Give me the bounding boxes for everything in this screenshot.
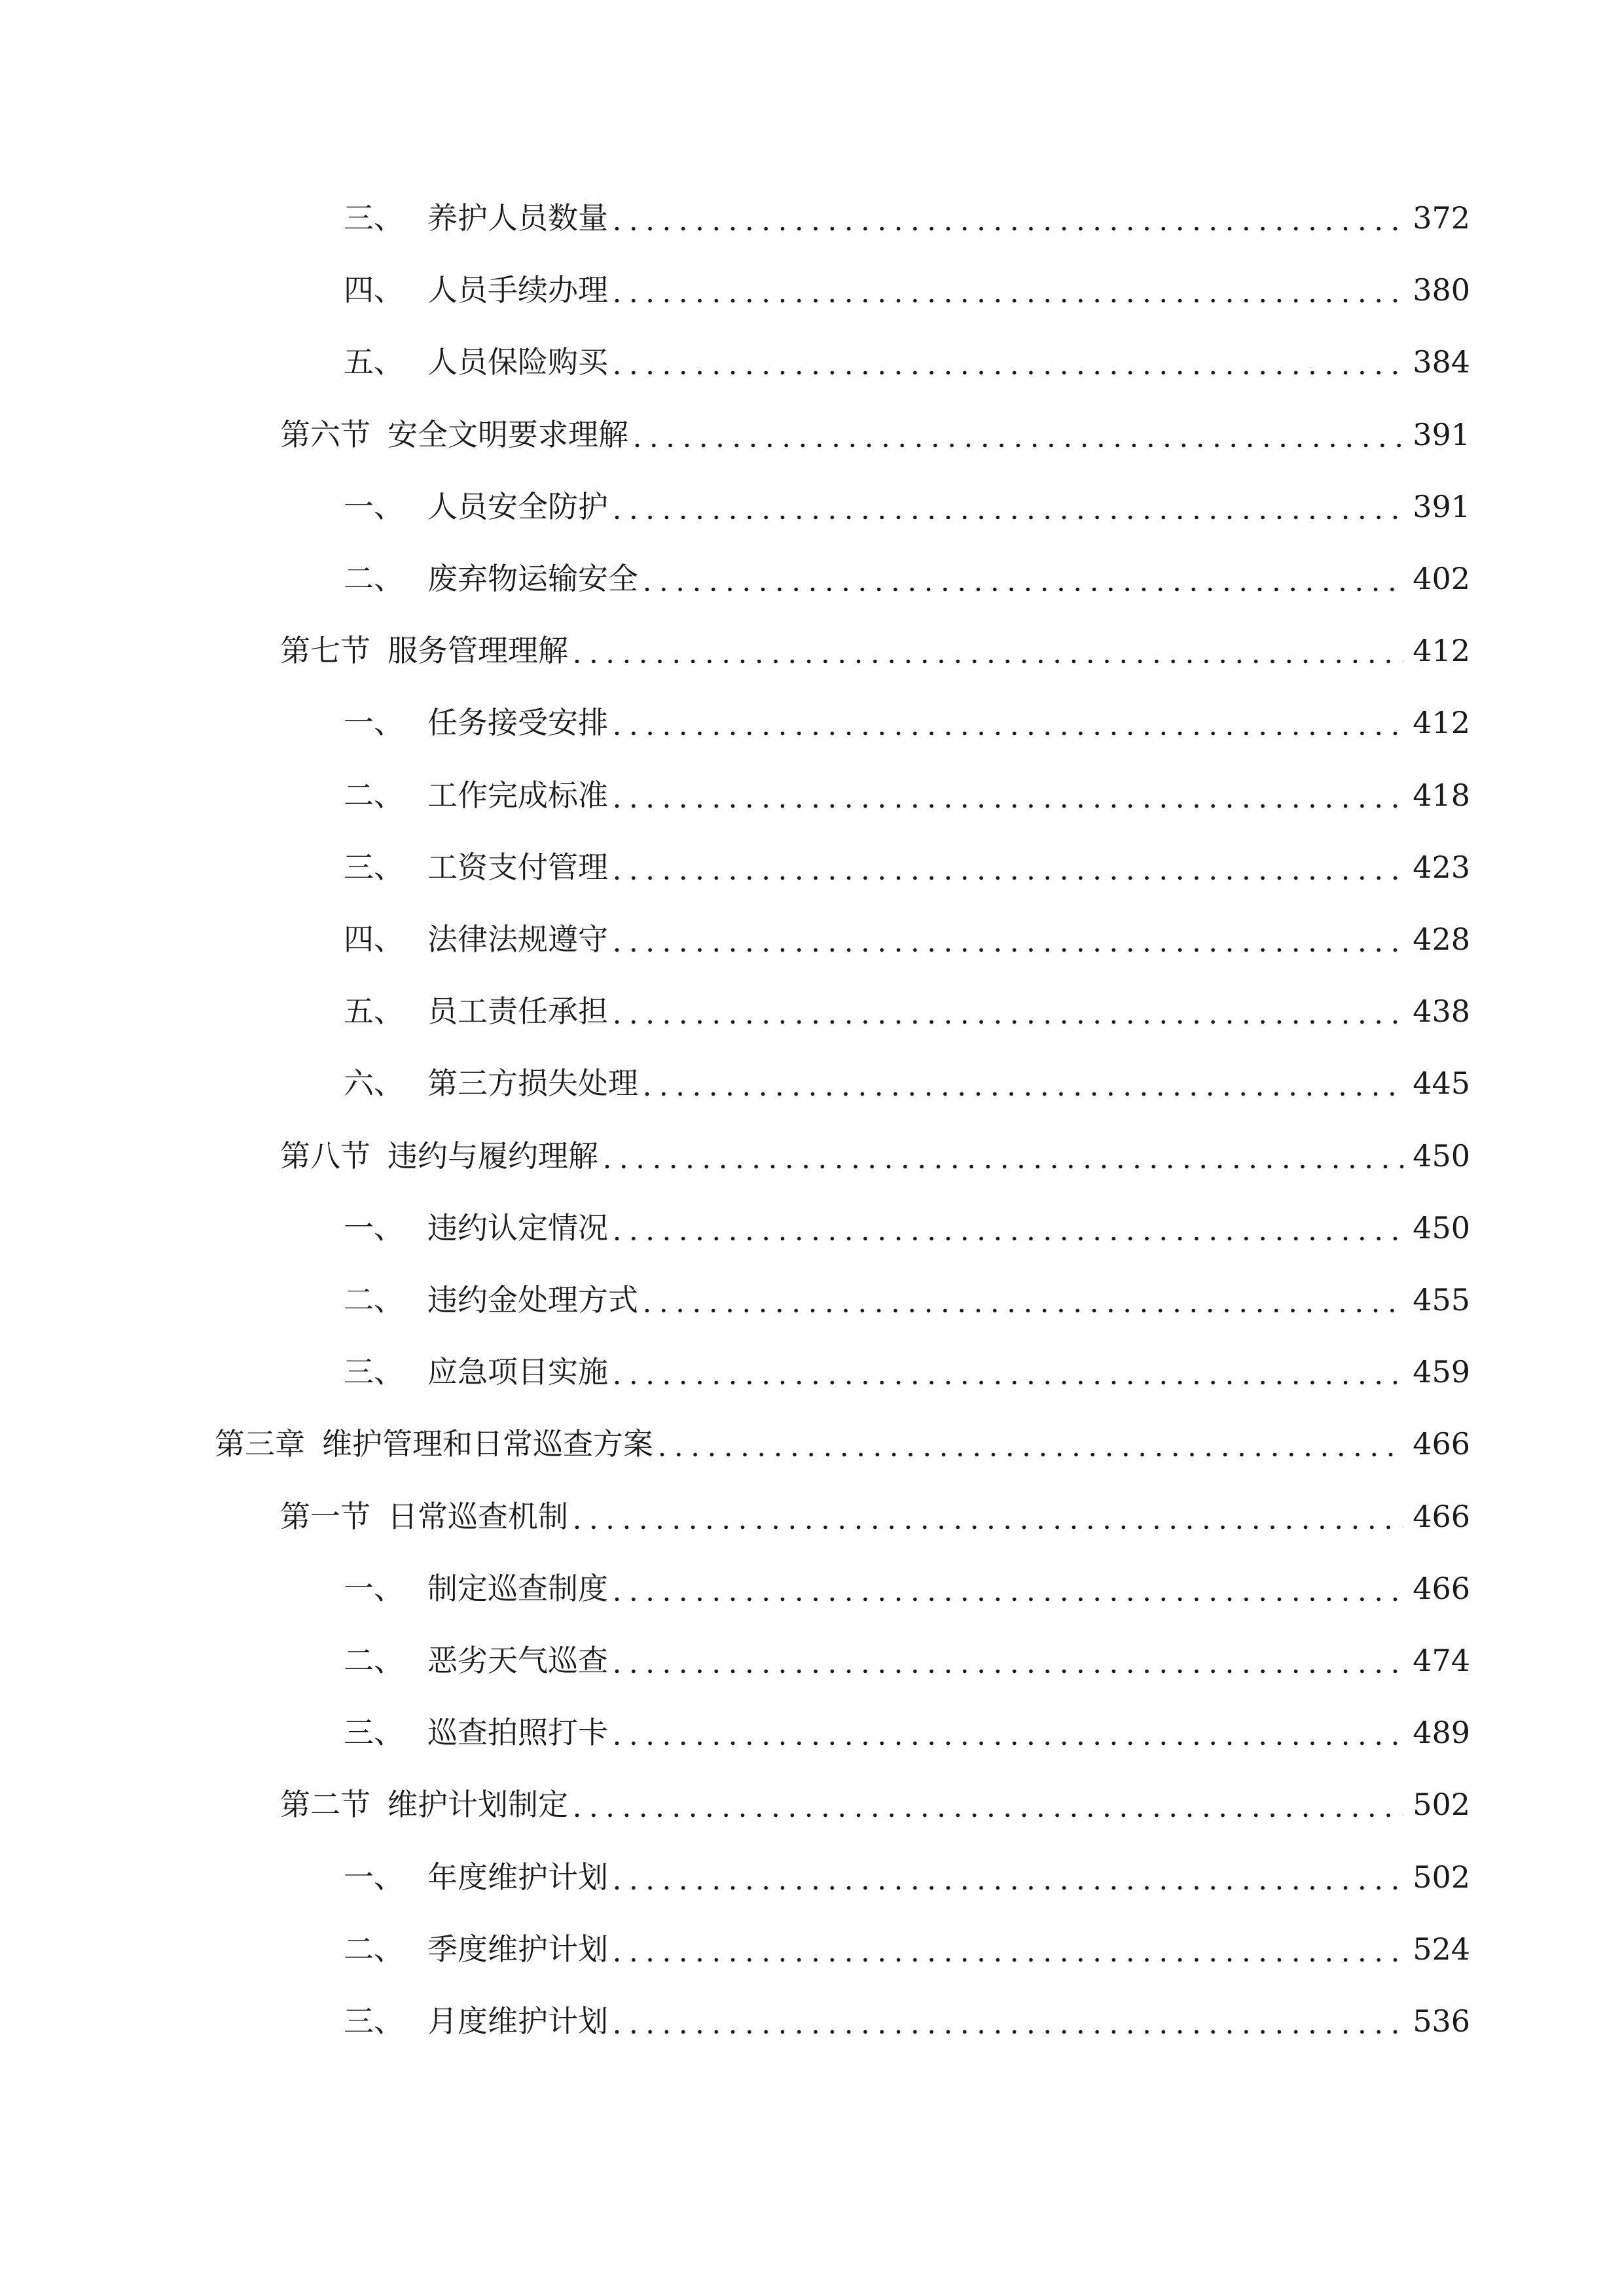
toc-entry[interactable] [344, 1710, 1470, 1755]
toc-entry-number: 一、 [344, 1859, 404, 1895]
toc-entry-number: 第六节 [280, 417, 370, 452]
toc-dot-leader [635, 412, 1403, 457]
toc-entry-title: 法律法规遵守 [427, 922, 608, 957]
toc-entry[interactable] [280, 628, 1470, 673]
toc-dot-leader [615, 988, 1403, 1034]
toc-entry-number: 一、 [344, 1210, 404, 1246]
toc-entry-number: 三、 [344, 850, 404, 885]
toc-entry-number: 第七节 [280, 633, 370, 668]
toc-entry-title: 人员保险购买 [427, 344, 608, 380]
toc-entry[interactable] [344, 988, 1470, 1034]
toc-entry-number: 一、 [344, 1571, 404, 1606]
toc-entry[interactable] [344, 772, 1470, 818]
toc-dot-leader [615, 1854, 1403, 1900]
toc-dot-leader [615, 195, 1403, 241]
toc-dot-leader [615, 1998, 1403, 2044]
toc-dot-leader [645, 1277, 1403, 1323]
toc-entry[interactable] [344, 1638, 1470, 1683]
toc-entry[interactable] [344, 1566, 1470, 1611]
toc-entry-number: 三、 [344, 2003, 404, 2039]
toc-entry-title: 日常巡查机制 [388, 1499, 568, 1534]
toc-entry[interactable] [280, 1494, 1470, 1539]
toc-entry-page-number: 372 [1413, 200, 1470, 236]
toc-entry-title: 安全文明要求理解 [388, 417, 628, 452]
toc-entry-title: 恶劣天气巡查 [427, 1643, 608, 1678]
toc-entry-title: 人员安全防护 [427, 489, 608, 524]
toc-entry[interactable] [344, 267, 1470, 313]
toc-dot-leader [575, 1494, 1403, 1539]
toc-entry-title: 年度维护计划 [427, 1859, 608, 1895]
toc-entry-number: 三、 [344, 1715, 404, 1750]
toc-entry-page-number: 466 [1413, 1571, 1470, 1606]
toc-entry-page-number: 466 [1413, 1426, 1470, 1462]
toc-entry-title: 月度维护计划 [427, 2003, 608, 2039]
toc-entry[interactable] [344, 1349, 1470, 1395]
toc-entry-number: 二、 [344, 561, 404, 596]
toc-dot-leader [575, 628, 1403, 673]
toc-entry-number: 第三章 [215, 1426, 305, 1462]
toc-entry-page-number: 455 [1413, 1282, 1470, 1318]
toc-entry-page-number: 466 [1413, 1499, 1470, 1534]
toc-entry-title: 废弃物运输安全 [427, 561, 638, 596]
toc-entry-page-number: 380 [1413, 272, 1470, 308]
toc-entry-number: 三、 [344, 1354, 404, 1390]
toc-entry[interactable] [344, 1060, 1470, 1106]
toc-entry-page-number: 423 [1413, 850, 1470, 885]
toc-entry-title: 第三方损失处理 [427, 1066, 638, 1101]
toc-dot-leader [645, 1060, 1403, 1106]
toc-entry[interactable] [344, 1854, 1470, 1900]
toc-entry-page-number: 428 [1413, 922, 1470, 957]
toc-entry-title: 人员手续办理 [427, 272, 608, 308]
toc-entry-title: 应急项目实施 [427, 1354, 608, 1390]
toc-entry-title: 工资支付管理 [427, 850, 608, 885]
toc-entry-page-number: 418 [1413, 778, 1470, 813]
toc-entry-page-number: 412 [1413, 633, 1470, 668]
toc-entry-number: 五、 [344, 344, 404, 380]
toc-dot-leader [615, 484, 1403, 529]
toc-dot-leader [615, 1205, 1403, 1251]
toc-dot-leader [615, 267, 1403, 313]
toc-entry-number: 六、 [344, 1066, 404, 1101]
toc-entry-number: 第一节 [280, 1499, 370, 1534]
toc-dot-leader [615, 339, 1403, 385]
toc-entry[interactable] [344, 844, 1470, 890]
toc-entry-page-number: 502 [1413, 1787, 1470, 1822]
toc-dot-leader [615, 1349, 1403, 1395]
toc-entry-number: 三、 [344, 200, 404, 236]
toc-dot-leader [615, 1566, 1403, 1611]
toc-dot-leader [645, 556, 1403, 601]
toc-entry-title: 任务接受安排 [427, 705, 608, 740]
toc-entry-number: 四、 [344, 272, 404, 308]
toc-entry[interactable] [280, 412, 1470, 457]
toc-entry-page-number: 459 [1413, 1354, 1470, 1390]
toc-entry-number: 二、 [344, 1643, 404, 1678]
toc-entry-page-number: 474 [1413, 1643, 1470, 1678]
toc-entry-title: 巡查拍照打卡 [427, 1715, 608, 1750]
toc-entry-title: 服务管理理解 [388, 633, 568, 668]
toc-entry[interactable] [344, 484, 1470, 529]
toc-entry[interactable] [344, 195, 1470, 241]
toc-entry[interactable] [344, 556, 1470, 601]
toc-entry-number: 第八节 [280, 1138, 370, 1174]
toc-entry-title: 维护管理和日常巡查方案 [322, 1426, 653, 1462]
toc-entry[interactable] [280, 1782, 1470, 1827]
toc-entry-page-number: 438 [1413, 994, 1470, 1029]
toc-entry-title: 季度维护计划 [427, 1931, 608, 1967]
toc-entry-title: 员工责任承担 [427, 994, 608, 1029]
toc-entry-title: 维护计划制定 [388, 1787, 568, 1822]
toc-dot-leader [615, 844, 1403, 890]
toc-dot-leader [615, 1926, 1403, 1972]
toc-entry-page-number: 391 [1413, 417, 1470, 452]
toc-entry-page-number: 445 [1413, 1066, 1470, 1101]
toc-entry-number: 四、 [344, 922, 404, 957]
toc-entry[interactable] [344, 1205, 1470, 1251]
toc-entry-number: 二、 [344, 1931, 404, 1967]
toc-entry-page-number: 489 [1413, 1715, 1470, 1750]
toc-entry[interactable] [344, 1277, 1470, 1323]
toc-entry[interactable] [344, 916, 1470, 962]
toc-entry-title: 养护人员数量 [427, 200, 608, 236]
toc-dot-leader [660, 1421, 1403, 1467]
toc-entry-page-number: 502 [1413, 1859, 1470, 1895]
toc-entry-number: 第二节 [280, 1787, 370, 1822]
toc-entry[interactable] [280, 1133, 1470, 1179]
toc-entry-page-number: 536 [1413, 2003, 1470, 2039]
toc-entry[interactable] [344, 339, 1470, 385]
toc-dot-leader [615, 1638, 1403, 1683]
toc-dot-leader [575, 1782, 1403, 1827]
toc-entry-number: 一、 [344, 705, 404, 740]
toc-dot-leader [615, 772, 1403, 818]
toc-entry-number: 五、 [344, 994, 404, 1029]
toc-entry[interactable] [344, 1998, 1470, 2044]
toc-entry-number: 一、 [344, 489, 404, 524]
toc-entry-number: 二、 [344, 1282, 404, 1318]
toc-entry-page-number: 391 [1413, 489, 1470, 524]
toc-dot-leader [615, 700, 1403, 745]
toc-entry-page-number: 384 [1413, 344, 1470, 380]
toc-entry-title: 制定巡查制度 [427, 1571, 608, 1606]
toc-entry-number: 二、 [344, 778, 404, 813]
toc-entry-page-number: 402 [1413, 561, 1470, 596]
toc-entry-page-number: 450 [1413, 1138, 1470, 1174]
toc-entry[interactable] [344, 1926, 1470, 1972]
toc-entry-page-number: 412 [1413, 705, 1470, 740]
toc-entry-title: 工作完成标准 [427, 778, 608, 813]
toc-entry-page-number: 524 [1413, 1931, 1470, 1967]
toc-entry-title: 违约认定情况 [427, 1210, 608, 1246]
toc-entry[interactable] [215, 1421, 1470, 1467]
toc-entry-title: 违约与履约理解 [388, 1138, 598, 1174]
toc-entry[interactable] [344, 700, 1470, 745]
toc-entry-page-number: 450 [1413, 1210, 1470, 1246]
toc-entry-title: 违约金处理方式 [427, 1282, 638, 1318]
toc-dot-leader [615, 916, 1403, 962]
toc-dot-leader [605, 1133, 1403, 1179]
toc-dot-leader [615, 1710, 1403, 1755]
